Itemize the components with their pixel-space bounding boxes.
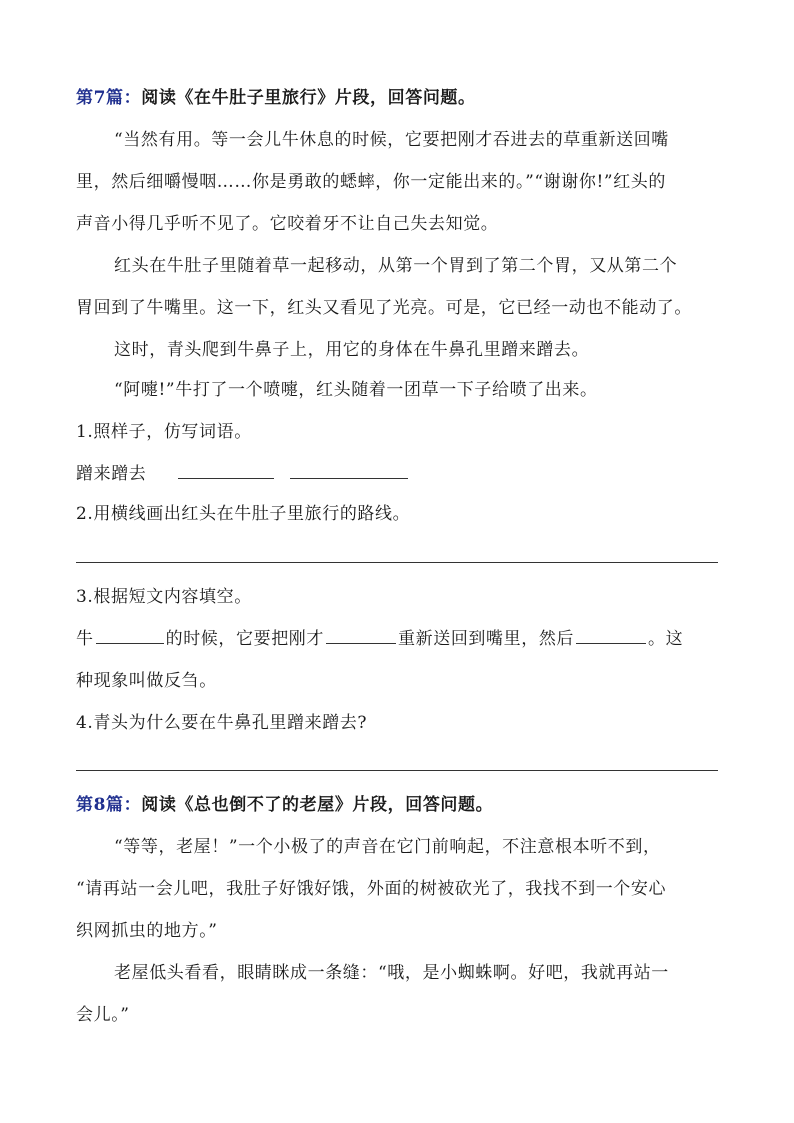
answer-line-4[interactable] (76, 770, 718, 771)
q3-text-3: 重新送回到嘴里，然后 (398, 629, 575, 649)
section-8-label: 第8篇： (76, 795, 142, 815)
question-3-fill-row (76, 627, 683, 651)
section-8-heading (76, 793, 493, 817)
answer-blank-3b[interactable] (326, 627, 396, 644)
answer-blank-3c[interactable] (576, 627, 646, 644)
q3-text-4: 。这 (648, 629, 684, 649)
s8-p2-line-1: 老屋低头看看，眼睛眯成一条缝：“哦，是小蜘蛛啊。好吧，我就再站一 (114, 963, 669, 983)
s7-p1-line-1: “当然有用。等一会儿牛休息的时候，它要把刚才吞进去的草重新送回嘴 (114, 130, 669, 150)
question-4: 4.青头为什么要在牛鼻孔里蹭来蹭去? (76, 713, 368, 733)
s7-p3: 这时，青头爬到牛鼻子上，用它的身体在牛鼻孔里蹭来蹭去。 (114, 340, 590, 360)
s7-p1-line-2: 里，然后细嚼慢咽……你是勇敢的蟋蟀，你一定能出来的。”“谢谢你!”红头的 (76, 172, 667, 192)
s7-p1-line-3: 声音小得几乎听不见了。它咬着牙不让自己失去知觉。 (76, 214, 499, 234)
question-2: 2.用横线画出红头在牛肚子里旅行的路线。 (76, 504, 411, 524)
section-7-heading (76, 86, 476, 110)
question-1-answer-row (76, 462, 410, 486)
s7-p2-line-1: 红头在牛肚子里随着草一起移动，从第一个胃到了第二个胃，又从第二个 (114, 256, 678, 276)
section-7-title: 阅读《在牛肚子里旅行》片段，回答问题。 (141, 88, 476, 108)
answer-line-2[interactable] (76, 562, 718, 563)
q3-text-1: 牛 (76, 629, 94, 649)
answer-blank-1a[interactable] (178, 462, 274, 479)
answer-blank-1b[interactable] (290, 462, 408, 479)
section-8-title: 阅读《总也倒不了的老屋》片段，回答问题。 (141, 795, 494, 815)
s8-p1-line-3: 织网抓虫的地方。” (76, 921, 218, 941)
s8-p1-line-2: “请再站一会儿吧，我肚子好饿好饿，外面的树被砍光了，我找不到一个安心 (76, 879, 667, 899)
s7-p2-line-2: 胃回到了牛嘴里。这一下，红头又看见了光亮。可是，它已经一动也不能动了。 (76, 298, 692, 318)
s7-p4: “阿嚏!”牛打了一个喷嚏，红头随着一团草一下子给喷了出来。 (114, 380, 598, 400)
s8-p1-line-1: “等等，老屋！”一个小极了的声音在它门前响起，不注意根本听不到， (114, 837, 661, 857)
question-3: 3.根据短文内容填空。 (76, 587, 252, 607)
q3-text-2: 的时候，它要把刚才 (165, 629, 325, 649)
question-3-continuation: 种现象叫做反刍。 (76, 671, 217, 691)
question-1-example: 蹭来蹭去 (76, 464, 147, 484)
answer-blank-3a[interactable] (96, 627, 164, 644)
question-1: 1.照样子，仿写词语。 (76, 422, 252, 442)
s8-p2-line-2: 会儿。” (76, 1005, 130, 1025)
section-7-label: 第7篇： (76, 88, 142, 108)
